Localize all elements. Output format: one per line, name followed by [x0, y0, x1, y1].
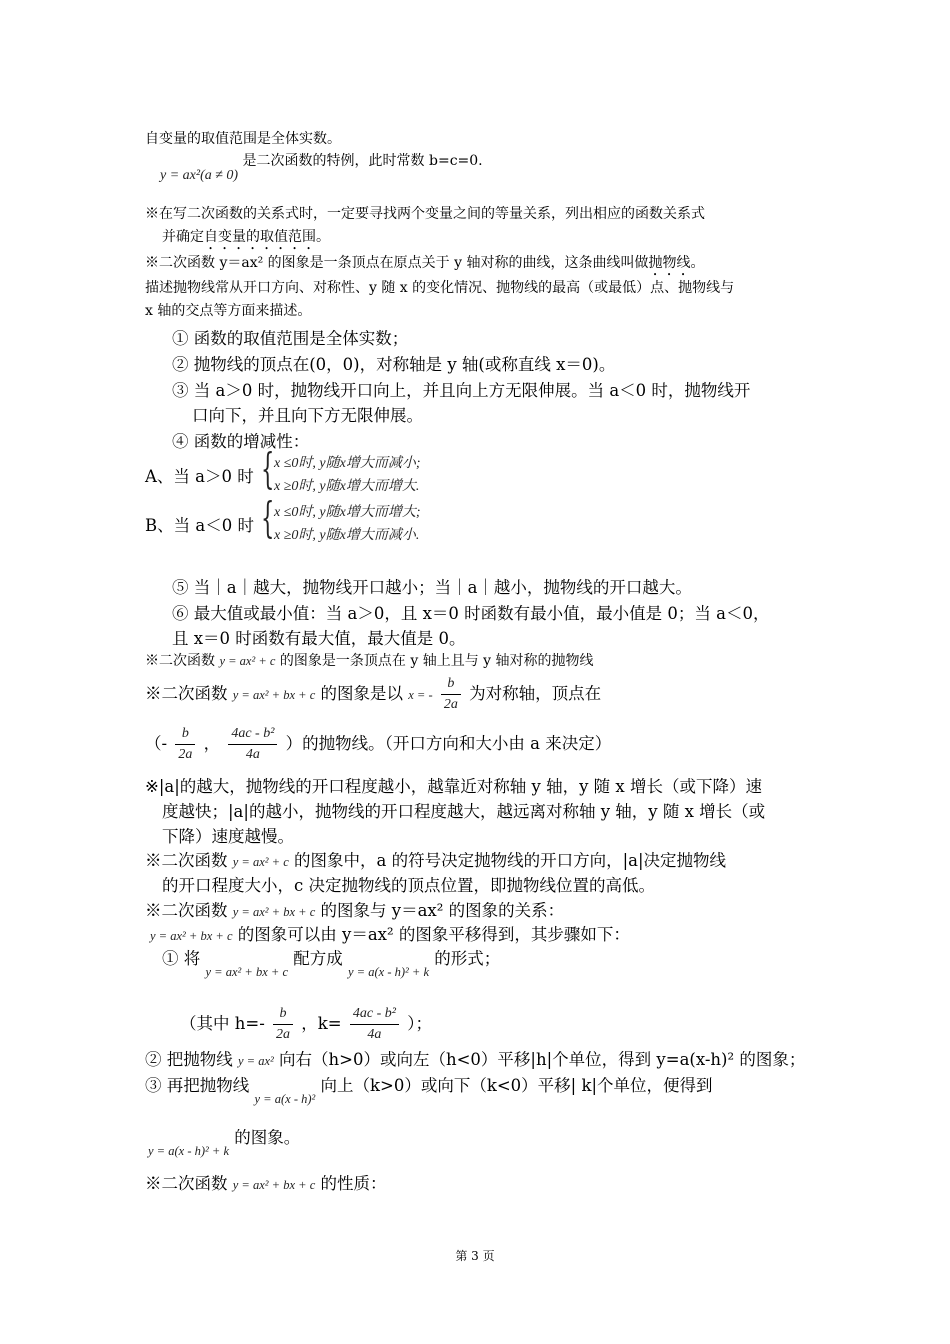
text-line: ⑥ 最大值或最小值：当 a＞0，且 x＝0 时函数有最小值，最小值是 0；当 a＜0， [172, 604, 770, 623]
text-line: 且 x＝0 时函数有最大值，最大值是 0。 [172, 629, 466, 648]
fraction [350, 1004, 399, 1045]
text-span: 的图象与 y＝ax² 的图象的关系： [320, 901, 565, 920]
case-label: B、当 a＜0 时 [145, 516, 254, 535]
text-span: ，k= [301, 1014, 342, 1033]
text-span: 配方成 [293, 949, 343, 968]
text-span: 。 [690, 255, 705, 271]
math-expression: x = - [408, 688, 433, 702]
text-line: 口向下，并且向下方无限伸展。 [192, 406, 423, 425]
math-expression: x ≥0时, y随x增大而增大. [274, 479, 420, 494]
text-span: 的图象中，a 的符号决定抛物线的开口方向，|a|决定抛物线 [294, 851, 727, 870]
text-line [145, 897, 564, 921]
math-expression: y = ax² + c [219, 654, 276, 668]
text-span: 的图象是以 [320, 684, 403, 703]
text-span: 为对称轴，顶点在 [469, 684, 602, 703]
denominator: 4a [350, 1024, 399, 1045]
denominator: 4a [228, 744, 277, 765]
text-line: ※|a|的越大，抛物线的开口程度越小，越靠近对称轴 y 轴，y 随 x 增长（或下降）速 [145, 777, 762, 796]
case-label: A、当 a＞0 时 [145, 467, 254, 486]
math-expression: y = ax² + bx + c [232, 1178, 316, 1192]
text-line: 度越快；|a|的越小，抛物线的开口程度越大，越远离对称轴 y 轴，y 随 x 增长（或 [162, 802, 766, 821]
text-line [160, 150, 483, 183]
numerator: 4ac - b² [352, 1006, 396, 1021]
text-line: x 轴的交点等方面来描述。 [145, 303, 312, 319]
numerator: b [279, 1006, 287, 1021]
text-span: ※二次函数 [145, 653, 215, 669]
text-span: ② 把抛物线 [145, 1050, 233, 1069]
numerator: b [181, 726, 189, 741]
text-line [145, 674, 601, 715]
page-number: 第 3 页 [455, 1249, 495, 1263]
math-expression: y = ax² + bx + c [205, 965, 288, 979]
math-expression: y = ax² + bx + c [232, 905, 316, 919]
math-expression: y = ax² + bx + c [150, 929, 233, 943]
text-line [150, 921, 630, 945]
text-line [162, 226, 330, 253]
denominator: 2a [175, 744, 195, 765]
math-expression: y = ax² + c [232, 855, 289, 869]
text-span: 。 [316, 229, 330, 245]
text-span: 的图象是一条顶点在 y 轴上且与 y 轴对称的抛物线 [279, 653, 594, 669]
text-line: ④ 函数的增减性： [172, 432, 310, 451]
fraction [228, 724, 277, 765]
text-span: 的图象。 [234, 1128, 301, 1147]
numerator: 4ac - b² [231, 726, 275, 741]
text-span: ）的抛物线。（开口方向和大小由 a 来决定） [285, 734, 612, 753]
text-line [145, 724, 611, 765]
text-line [145, 650, 594, 670]
math-expression: x ≥0时, y随x增大而减小. [274, 528, 420, 543]
text-line: ① 函数的取值范围是全体实数； [172, 329, 409, 348]
text-span: ① 将 [162, 949, 201, 968]
text-span: ※二次函数 [145, 1174, 228, 1193]
text-line: 下降）速度越慢。 [162, 827, 294, 846]
text-span: （- [145, 734, 168, 753]
denominator: 2a [273, 1024, 293, 1045]
brace-icon: { [261, 444, 275, 493]
text-span: 并确定 [162, 229, 204, 245]
text-line: 描述抛物线常从开口方向、对称性、y 随 x 的变化情况、抛物线的最高（或最低）点、抛物线与 [145, 280, 735, 296]
text-span: 向右（h>0）或向左（h<0）平移|h|个单位，得到 y=a(x-h)² 的图象； [279, 1050, 806, 1069]
math-expression: y = ax² [238, 1054, 274, 1068]
numerator: b [447, 676, 455, 691]
text-line [145, 1072, 713, 1106]
text-span: ※二次函数 [145, 901, 228, 920]
text-span: ③ 再把抛物线 [145, 1076, 250, 1095]
math-expression: x ≤0时, y随x增大而减小; [274, 456, 421, 471]
emphasized-text: 自变量的取值范围 [204, 229, 316, 245]
math-expression: y = a(x - h)² [254, 1092, 316, 1106]
text-line [162, 945, 501, 979]
fraction [441, 674, 461, 715]
text-line: 自变量的取值范围是全体实数。 [145, 131, 341, 147]
text-line: ※在写二次函数的关系式时，一定要寻找两个变量之间的等量关系，列出相应的函数关系式 [145, 206, 705, 222]
text-line: ⑤ 当｜a｜越大，抛物线开口越小；当｜a｜越小，抛物线的开口越大。 [172, 578, 692, 597]
fraction [175, 724, 195, 765]
math-expression: y = a(x - h)² + k [148, 1144, 229, 1158]
text-line [148, 1124, 301, 1158]
text-line [145, 1046, 805, 1070]
text-span: 的形式； [434, 949, 501, 968]
emphasized-text: 抛物线 [648, 255, 691, 271]
text-span: ※二次函数 [145, 684, 228, 703]
math-expression: x ≤0时, y随x增大而增大; [274, 505, 421, 520]
text-span: ）； [407, 1014, 432, 1033]
text-line [145, 252, 704, 279]
text-span: （其中 h=- [180, 1014, 265, 1033]
text-line: ② 抛物线的顶点在(0，0)，对称轴是 y 轴(或称直线 x＝0)。 [172, 355, 616, 374]
text-span: ※二次函数 [145, 851, 228, 870]
fraction [273, 1004, 293, 1045]
text-line [180, 1004, 432, 1045]
text-line [145, 847, 726, 871]
text-span: 向上（k>0）或向下（k<0）平移| k|个单位，便得到 [320, 1076, 713, 1095]
text-span: 是二次函数的特例，此时常数 b=c=0. [242, 153, 483, 169]
denominator: 2a [441, 694, 461, 715]
math-expression: y = a(x - h)² + k [348, 965, 429, 979]
math-expression: y = ax² + bx + c [232, 688, 316, 702]
math-expression: y = ax²(a ≠ 0) [160, 168, 239, 183]
text-line [145, 1170, 387, 1194]
text-span: 的性质： [320, 1174, 387, 1193]
text-span: ， [203, 734, 221, 753]
text-line: ③ 当 a＞0 时，抛物线开口向上，并且向上方无限伸展。当 a＜0 时，抛物线开 [172, 381, 751, 400]
brace-icon: { [261, 493, 275, 542]
text-span: 的图象可以由 y＝ax² 的图象平移得到，其步骤如下： [237, 925, 630, 944]
text-line: 的开口程度大小，c 决定抛物线的顶点位置，即抛物线位置的高低。 [162, 876, 655, 895]
text-span: ※二次函数 y＝ax² 的图象是一条顶点在原点关于 y 轴对称的曲线，这条曲线叫做 [145, 255, 649, 271]
